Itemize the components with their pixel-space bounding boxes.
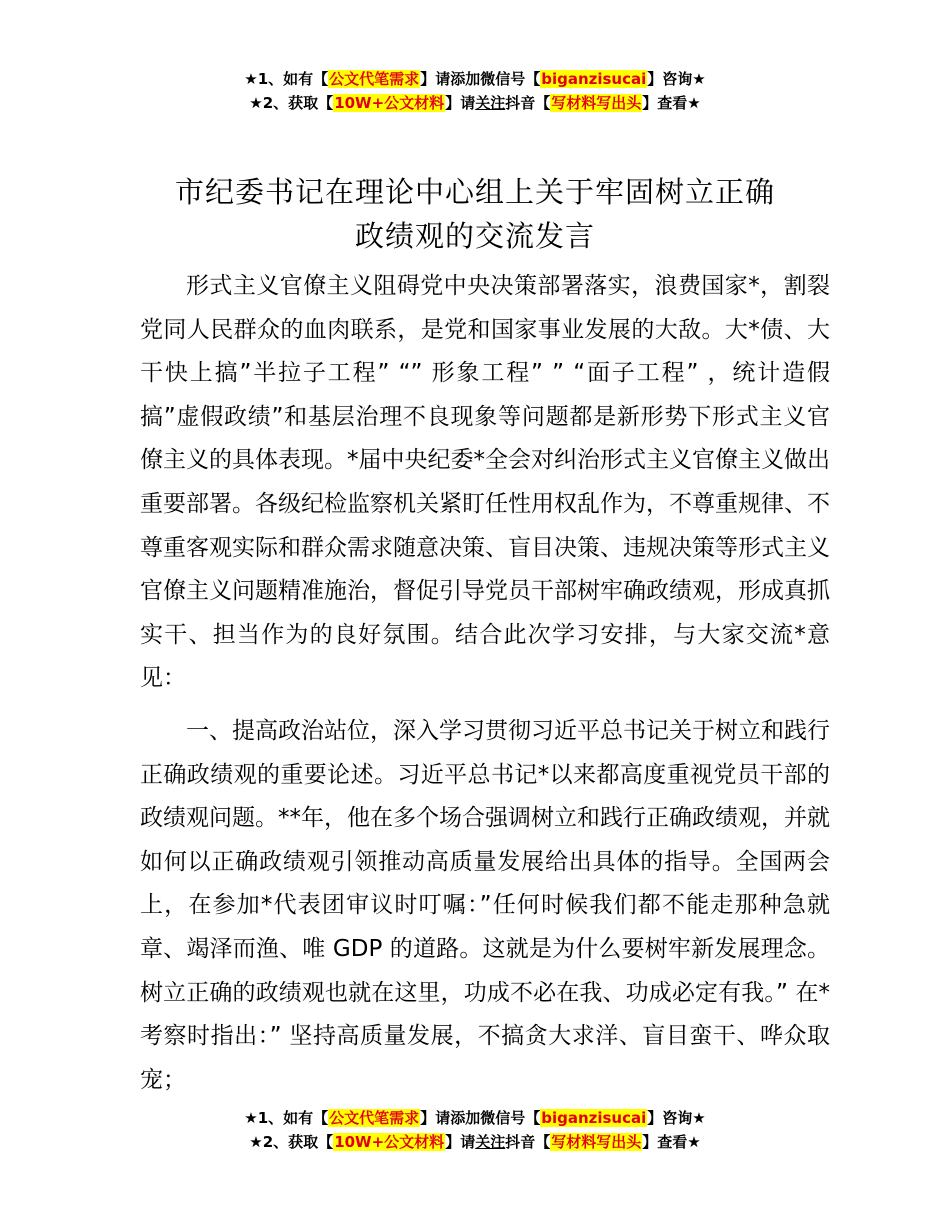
highlight-materials: 10W+公文材料 bbox=[334, 1133, 445, 1151]
highlight-ghostwriting: 公文代笔需求 bbox=[329, 70, 420, 88]
follow-underlined: 关注 bbox=[475, 94, 506, 112]
highlight-wechat-id: biganzisucai bbox=[541, 1109, 647, 1127]
banner-line-2: ★2、获取【10W+公文材料】请关注抖音【写材料写出头】查看★ bbox=[249, 1133, 701, 1151]
document-title bbox=[0, 170, 950, 258]
highlight-ghostwriting: 公文代笔需求 bbox=[329, 1109, 420, 1127]
highlight-douyin-account: 写材料写出头 bbox=[551, 1133, 642, 1151]
highlight-materials: 10W+公文材料 bbox=[334, 94, 445, 112]
title-line-2: 政绩观的交流发言 bbox=[354, 219, 595, 253]
highlight-douyin-account: 写材料写出头 bbox=[551, 94, 642, 112]
highlight-wechat-id: biganzisucai bbox=[541, 70, 647, 88]
banner-line-1: ★1、如有【公文代笔需求】请添加微信号【biganzisucai】咨询★ bbox=[244, 1109, 706, 1127]
paragraph-section-1: 一、提高政治站位，深入学习贯彻习近平总书记关于树立和践行正确政绩观的重要论述。习近平总书记*以来都高度重视党员干部的政绩观问题。**年，他在多个场合强调树立和践行正确政绩观，并就如何以正确政绩观引领推动高质量发展给出具体的指导。全国两会上，在参加*代表团审议时叮嘱：”任何时候我们都不能走那种急就章、竭泽而渔、唯 GDP 的道路。这就是为什么要树牢新发展理念。树立正确的政绩观也就在这里，功成不必在我、功成必定有我。” 在*考察时指出：” 坚持高质量发展，不搞贪大求洋、盲目蛮干、哗众取宠； bbox=[140, 717, 830, 1093]
banner-line-2: ★2、获取【10W+公文材料】请关注抖音【写材料写出头】查看★ bbox=[249, 94, 701, 112]
title-line-1: 市纪委书记在理论中心组上关于牢固树立正确 bbox=[174, 175, 775, 209]
footer-banner bbox=[0, 1106, 950, 1154]
header-banner bbox=[0, 67, 950, 115]
banner-line-1: ★1、如有【公文代笔需求】请添加微信号【biganzisucai】咨询★ bbox=[244, 70, 706, 88]
document-body bbox=[140, 265, 830, 1102]
follow-underlined: 关注 bbox=[475, 1133, 506, 1151]
paragraph-intro: 形式主义官僚主义阻碍党中央决策部署落实，浪费国家*，割裂党同人民群众的血肉联系，是党和国家事业发展的大敌。大*债、大干快上搞”半拉子工程” “” 形象工程” ” “面子工程” ，统计造假搞”虚假政绩”和基层治理不良现象等问题都是新形势下形式主义官僚主义的具体表现。*届中央纪委*全会对纠治形式主义官僚主义做出重要部署。各级纪检监察机关紧盯任性用权乱作为，不尊重规律、不尊重客观实际和群众需求随意决策、盲目决策、违规决策等形式主义官僚主义问题精准施治，督促引导党员干部树牢确政绩观，形成真抓实干、担当作为的良好氛围。结合此次学习安排，与大家交流*意见： bbox=[140, 273, 830, 692]
